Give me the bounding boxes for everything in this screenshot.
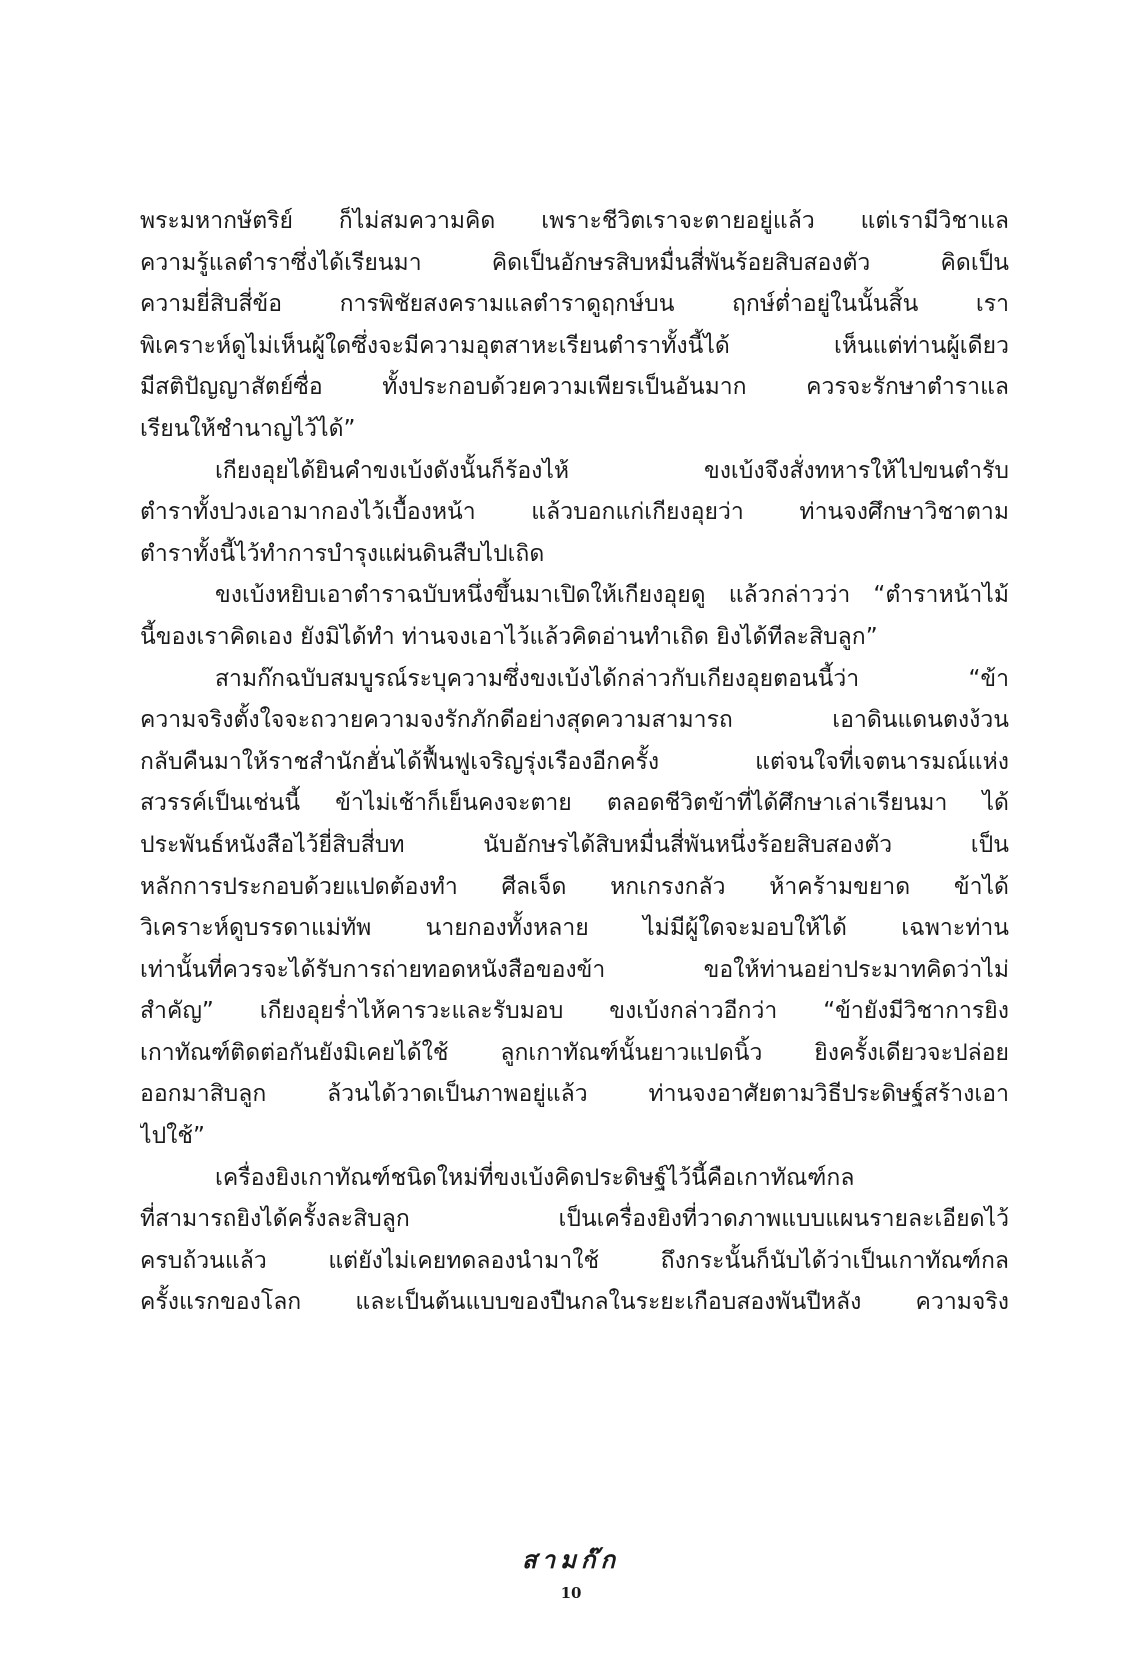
text-line: ความจริงตั้งใจจะถวายความจงรักภักดีอย่างสุดความสามารถ เอาดินแดนตงง้วน bbox=[140, 707, 1009, 734]
paragraph-first-line: เครื่องยิงเกาทัณฑ์ชนิดใหม่ที่ขงเบ้งคิดประดิษฐ์ไว้นี้คือเกาทัณฑ์กล bbox=[215, 1164, 855, 1191]
text-line: ตำราทั้งปวงเอามากองไว้เบื้องหน้า แล้วบอกแก่เกียงอุยว่า ท่านจงศึกษาวิชาตาม bbox=[140, 499, 1009, 526]
text-line: พิเคราะห์ดูไม่เห็นผู้ใดซึ่งจะมีความอุตสาหะเรียนตำราทั้งนี้ได้ เห็นแต่ท่านผู้เดียว bbox=[140, 332, 1009, 359]
text-line: วิเคราะห์ดูบรรดาแม่ทัพ นายกองทั้งหลาย ไม่มีผู้ใดจะมอบให้ได้ เฉพาะท่าน bbox=[140, 915, 1009, 942]
text-line: เรียนให้ชำนาญไว้ได้” bbox=[140, 415, 356, 442]
text-line: ที่สามารถยิงได้ครั้งละสิบลูก เป็นเครื่องยิงที่วาดภาพแบบแผนรายละเอียดไว้ bbox=[140, 1206, 1009, 1233]
text-line: ออกมาสิบลูก ล้วนได้วาดเป็นภาพอยู่แล้ว ท่านจงอาศัยตามวิธีประดิษฐ์สร้างเอา bbox=[140, 1081, 1009, 1108]
text-line: สำคัญ” เกียงอุยร่ำไห้คารวะและรับมอบ ขงเบ้งกล่าวอีกว่า “ข้ายังมีวิชาการยิง bbox=[140, 998, 1009, 1025]
text-line: ครั้งแรกของโลก และเป็นต้นแบบของปืนกลในระยะเกือบสองพันปีหลัง ความจริง bbox=[140, 1289, 1009, 1316]
paragraph-first-line: ขงเบ้งหยิบเอาตำราฉบับหนึ่งขึ้นมาเปิดให้เกียงอุยดู แล้วกล่าวว่า “ตำราหน้าไม้ bbox=[215, 582, 1009, 609]
body-text bbox=[140, 201, 1009, 1324]
text-line: ไปใช้” bbox=[140, 1123, 205, 1150]
book-title-footer: สามก๊ก bbox=[521, 1545, 620, 1574]
text-line: พระมหากษัตริย์ ก็ไม่สมความคิด เพราะชีวิตเราจะตายอยู่แล้ว แต่เรามีวิชาแล bbox=[140, 208, 1009, 234]
text-line: มีสติปัญญาสัตย์ซื่อ ทั้งประกอบด้วยความเพียรเป็นอันมาก ควรจะรักษาตำราแล bbox=[140, 374, 1009, 401]
text-line: เกาทัณฑ์ติดต่อกันยังมิเคยได้ใช้ ลูกเกาทัณฑ์นั้นยาวแปดนิ้ว ยิงครั้งเดียวจะปล่อย bbox=[140, 1039, 1009, 1066]
paragraph-first-line: สามก๊กฉบับสมบูรณ์ระบุความซึ่งขงเบ้งได้กล่าวกับเกียงอุยตอนนี้ว่า “ข้า bbox=[215, 665, 1009, 692]
text-line: ความรู้แลตำราซึ่งได้เรียนมา คิดเป็นอักษรสิบหมื่นสี่พันร้อยสิบสองตัว คิดเป็น bbox=[140, 249, 1009, 276]
page-number: 10 bbox=[560, 1584, 582, 1602]
text-line: กลับคืนมาให้ราชสำนักฮั่นได้ฟื้นฟูเจริญรุ่งเรืองอีกครั้ง แต่จนใจที่เจตนารมณ์แห่ง bbox=[140, 748, 1009, 775]
paragraph-first-line: เกียงอุยได้ยินคำขงเบ้งดังนั้นก็ร้องไห้ ขงเบ้งจึงสั่งทหารให้ไปขนตำรับ bbox=[215, 457, 1009, 484]
text-line: ประพันธ์หนังสือไว้ยี่สิบสี่บท นับอักษรได้สิบหมื่นสี่พันหนึ่งร้อยสิบสองตัว เป็น bbox=[140, 831, 1009, 858]
text-line: สวรรค์เป็นเช่นนี้ ข้าไม่เช้าก็เย็นคงจะตาย ตลอดชีวิตข้าที่ได้ศึกษาเล่าเรียนมา ได้ bbox=[140, 790, 1009, 817]
text-line: ตำราทั้งนี้ไว้ทำการบำรุงแผ่นดินสืบไปเถิด bbox=[140, 540, 545, 567]
text-line: นี้ของเราคิดเอง ยังมิได้ทำ ท่านจงเอาไว้แล้วคิดอ่านทำเถิด ยิงได้ทีละสิบลูก” bbox=[140, 623, 878, 650]
text-line: เท่านั้นที่ควรจะได้รับการถ่ายทอดหนังสือของข้า ขอให้ท่านอย่าประมาทคิดว่าไม่ bbox=[140, 956, 1009, 983]
text-line: ครบถ้วนแล้ว แต่ยังไม่เคยทดลองนำมาใช้ ถึงกระนั้นก็นับได้ว่าเป็นเกาทัณฑ์กล bbox=[140, 1247, 1009, 1274]
text-line: ความยี่สิบสี่ข้อ การพิชัยสงครามแลตำราดูฤกษ์บน ฤกษ์ต่ำอยู่ในนั้นสิ้น เรา bbox=[140, 291, 1009, 318]
text-line: หลักการประกอบด้วยแปดต้องทำ ศีลเจ็ด หกเกรงกลัว ห้าคร้ามขยาด ข้าได้ bbox=[140, 873, 1009, 900]
